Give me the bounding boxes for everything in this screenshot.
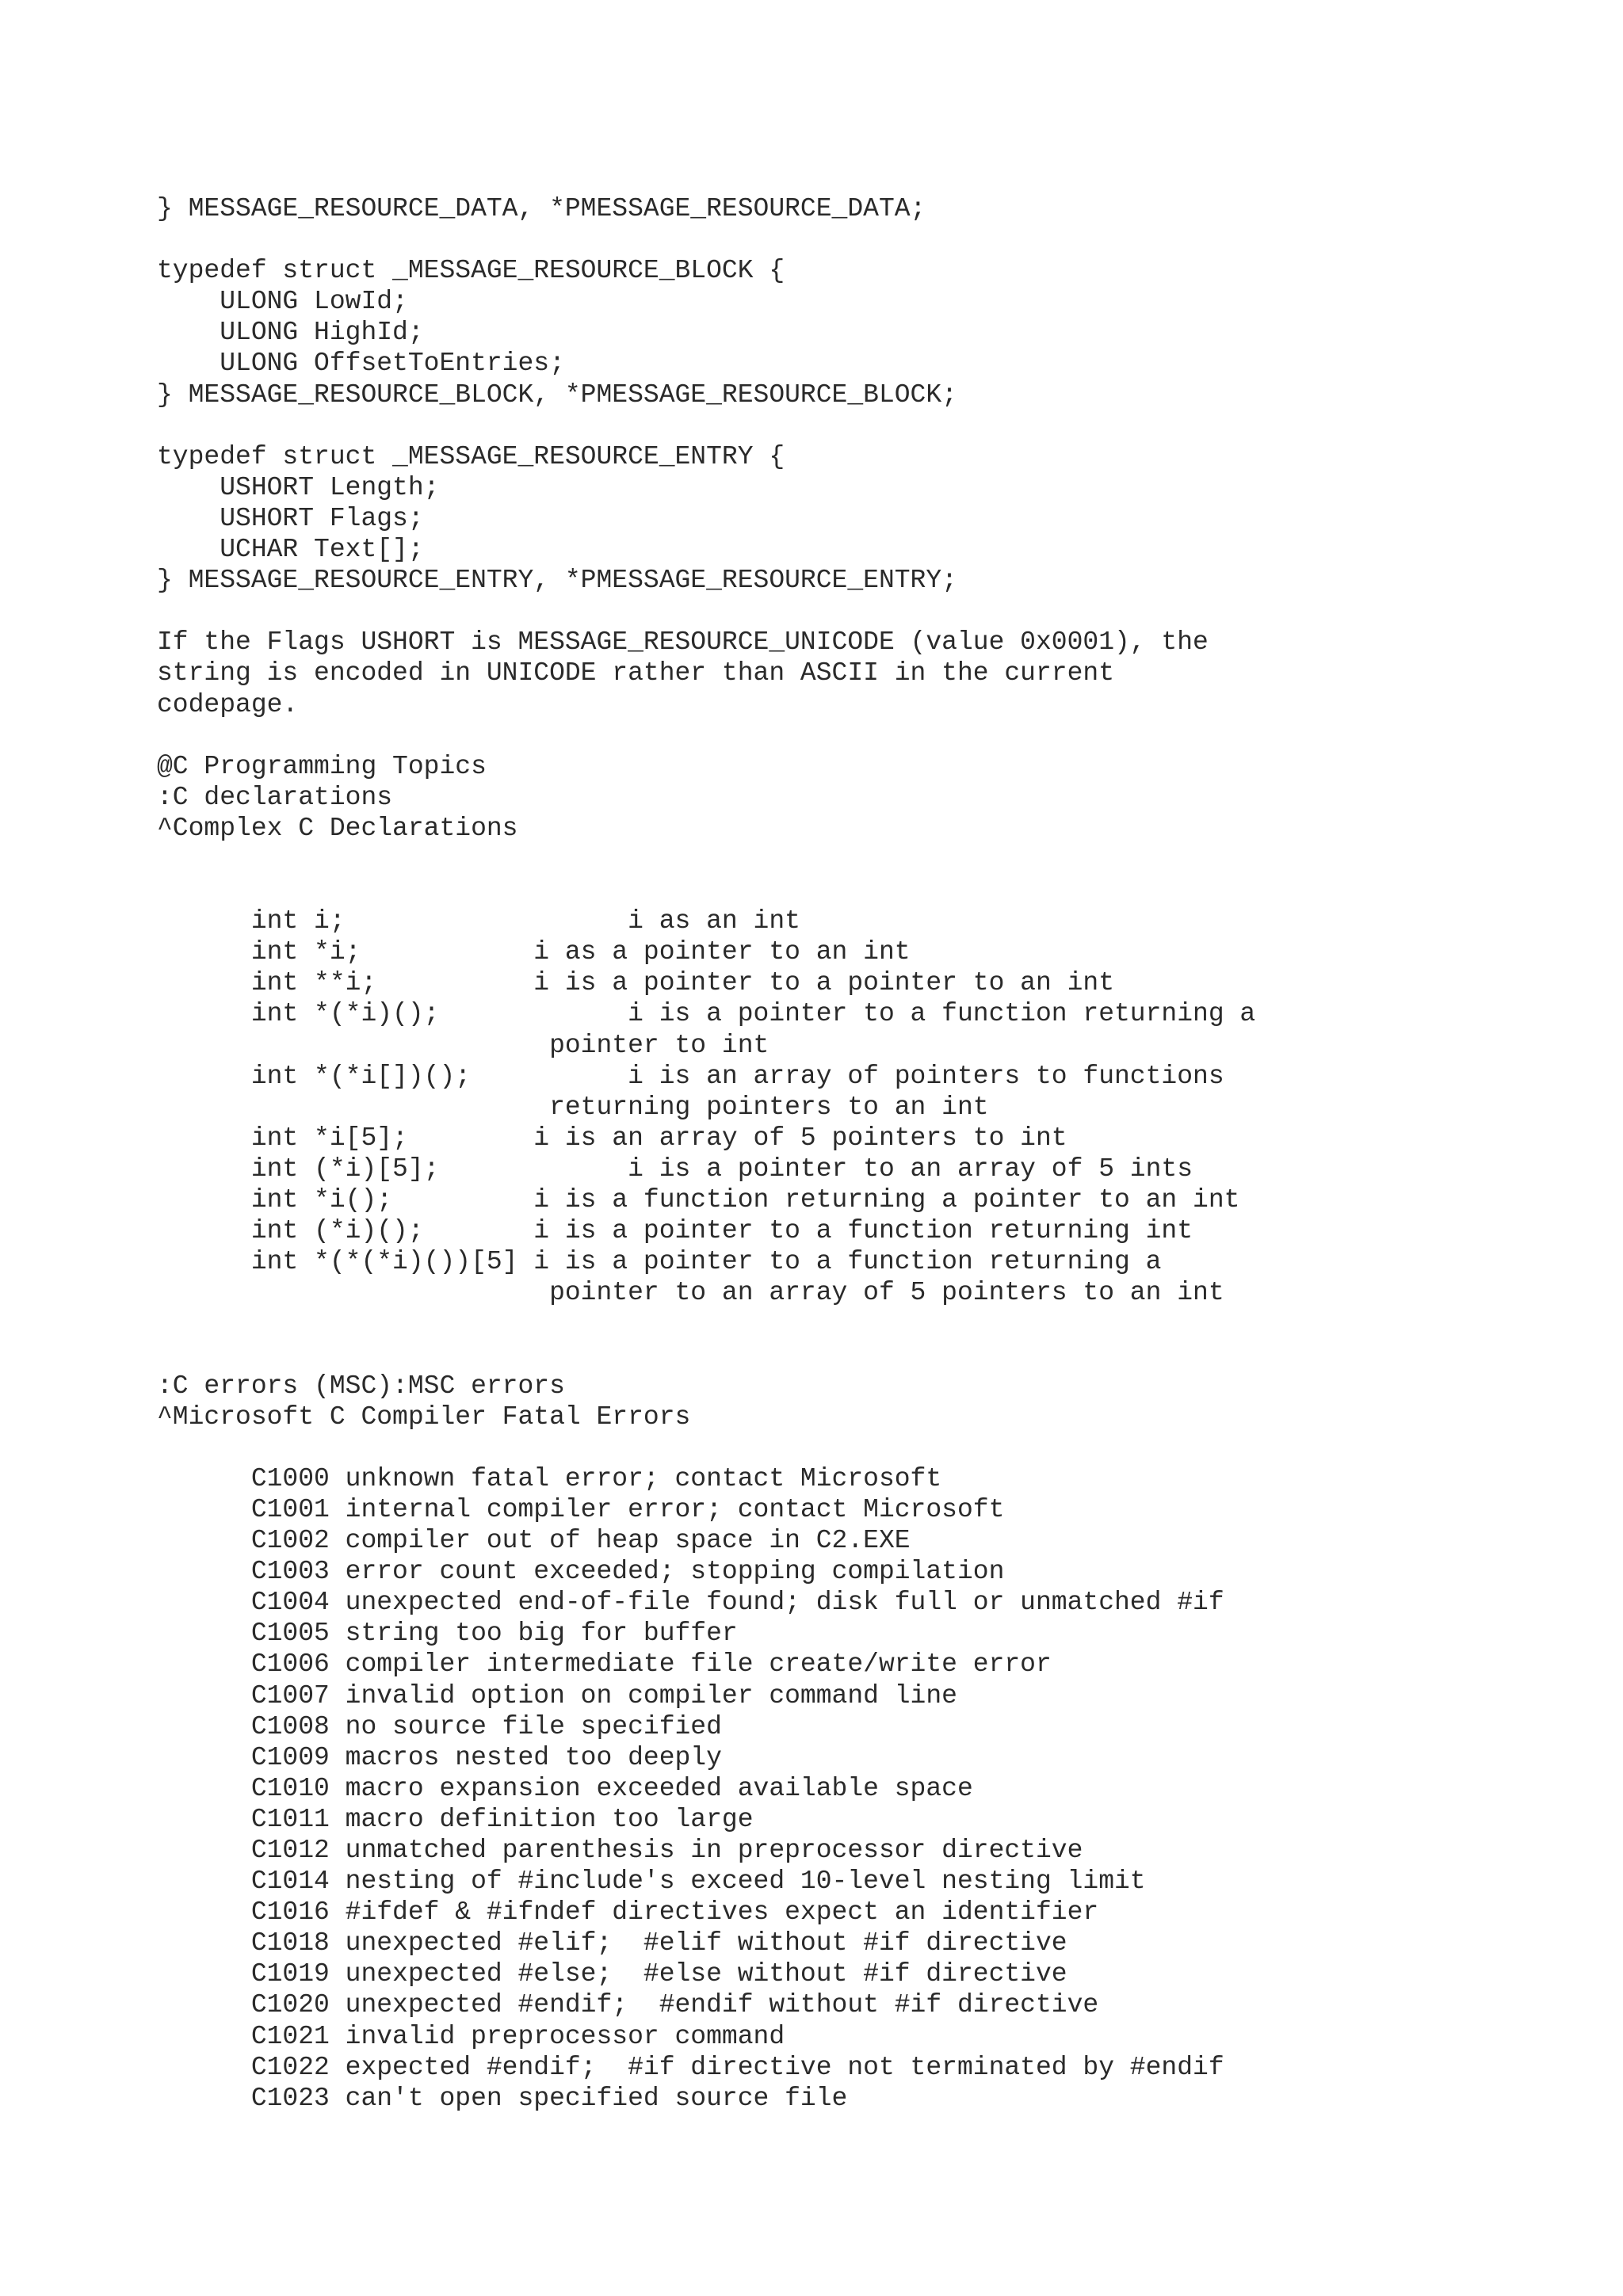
text-line: C1007 invalid option on compiler command line xyxy=(157,1680,957,1711)
text-line xyxy=(157,875,1255,906)
text-line: :C errors (MSC):MSC errors xyxy=(157,1371,565,1401)
text-line xyxy=(157,224,1255,255)
text-line: C1019 unexpected #else; #else without #if directive xyxy=(157,1959,1067,1989)
text-line: pointer to int xyxy=(157,1030,769,1060)
text-line: C1001 internal compiler error; contact Microsoft xyxy=(157,1494,1005,1524)
text-line: returning pointers to an int xyxy=(157,1092,989,1122)
text-line: int (*i)(); i is a pointer to a function returning int xyxy=(157,1216,1193,1246)
text-line: @C Programming Topics xyxy=(157,751,487,781)
text-line: ULONG OffsetToEntries; xyxy=(157,349,565,379)
text-line: C1016 #ifdef & #ifndef directives expect an identifier xyxy=(157,1897,1099,1928)
text-line: C1005 string too big for buffer xyxy=(157,1619,738,1649)
text-line: } MESSAGE_RESOURCE_ENTRY, *PMESSAGE_RESOURCE_ENTRY; xyxy=(157,566,957,596)
text-line: C1020 unexpected #endif; #endif without #if directive xyxy=(157,1990,1099,2020)
text-line: ^Complex C Declarations xyxy=(157,813,518,843)
text-line: int (*i)[5]; i is a pointer to an array of 5 ints xyxy=(157,1154,1193,1184)
text-line: int *i[5]; i is an array of 5 pointers to int xyxy=(157,1123,1067,1153)
text-line: If the Flags USHORT is MESSAGE_RESOURCE_UNICODE (value 0x0001), the xyxy=(157,627,1209,658)
text-line xyxy=(157,720,1255,751)
text-line: C1002 compiler out of heap space in C2.EXE xyxy=(157,1526,911,1556)
text-line: int *i; i as a pointer to an int xyxy=(157,937,911,967)
text-line: int **i; i is a pointer to a pointer to an int xyxy=(157,968,1114,998)
text-line: UCHAR Text[]; xyxy=(157,535,424,565)
text-line: pointer to an array of 5 pointers to an int xyxy=(157,1278,1224,1308)
text-line: codepage. xyxy=(157,689,299,719)
text-line: int *(*(*i)())[5] i is a pointer to a function returning a xyxy=(157,1247,1162,1277)
text-line xyxy=(157,844,1255,875)
text-line: ^Microsoft C Compiler Fatal Errors xyxy=(157,1402,691,1432)
text-line xyxy=(157,1339,1255,1370)
text-line: C1010 macro expansion exceeded available space xyxy=(157,1773,973,1803)
text-line: typedef struct _MESSAGE_RESOURCE_ENTRY { xyxy=(157,441,785,471)
text-line: C1011 macro definition too large xyxy=(157,1804,754,1834)
text-line: C1023 can't open specified source file xyxy=(157,2083,848,2113)
text-line: ULONG LowId; xyxy=(157,287,408,317)
text-line: typedef struct _MESSAGE_RESOURCE_BLOCK { xyxy=(157,256,785,286)
text-line: int *(*i)(); i is a pointer to a function returning a xyxy=(157,999,1256,1029)
text-line: C1009 macros nested too deeply xyxy=(157,1742,722,1772)
text-line: USHORT Length; xyxy=(157,472,440,502)
text-line: } MESSAGE_RESOURCE_BLOCK, *PMESSAGE_RESOURCE_BLOCK; xyxy=(157,379,957,410)
text-line: string is encoded in UNICODE rather than ASCII in the current xyxy=(157,658,1114,688)
text-line: C1022 expected #endif; #if directive not terminated by #endif xyxy=(157,2052,1224,2082)
text-line: } MESSAGE_RESOURCE_DATA, *PMESSAGE_RESOURCE_DATA; xyxy=(157,194,926,223)
text-line: int *i(); i is a function returning a pointer to an int xyxy=(157,1185,1240,1215)
text-line: C1004 unexpected end-of-file found; disk full or unmatched #if xyxy=(157,1588,1224,1618)
text-line: C1018 unexpected #elif; #elif without #if directive xyxy=(157,1928,1067,1958)
text-line: C1021 invalid preprocessor command xyxy=(157,2021,785,2051)
document-text xyxy=(157,193,1255,2114)
text-line: C1000 unknown fatal error; contact Microsoft xyxy=(157,1463,942,1493)
text-line xyxy=(157,1432,1255,1463)
text-line: C1003 error count exceeded; stopping compilation xyxy=(157,1557,1005,1587)
text-line: USHORT Flags; xyxy=(157,503,424,533)
text-line: C1008 no source file specified xyxy=(157,1711,722,1741)
text-line: :C declarations xyxy=(157,782,393,812)
text-line: C1012 unmatched parenthesis in preprocessor directive xyxy=(157,1835,1083,1865)
text-line xyxy=(157,410,1255,441)
text-line: ULONG HighId; xyxy=(157,318,424,348)
text-line: C1014 nesting of #include's exceed 10-level nesting limit xyxy=(157,1867,1146,1897)
text-line xyxy=(157,1308,1255,1339)
text-line: int *(*i[])(); i is an array of pointers to functions xyxy=(157,1061,1224,1091)
text-line xyxy=(157,596,1255,627)
text-line: int i; i as an int xyxy=(157,906,800,936)
text-line: C1006 compiler intermediate file create/write error xyxy=(157,1650,1052,1680)
